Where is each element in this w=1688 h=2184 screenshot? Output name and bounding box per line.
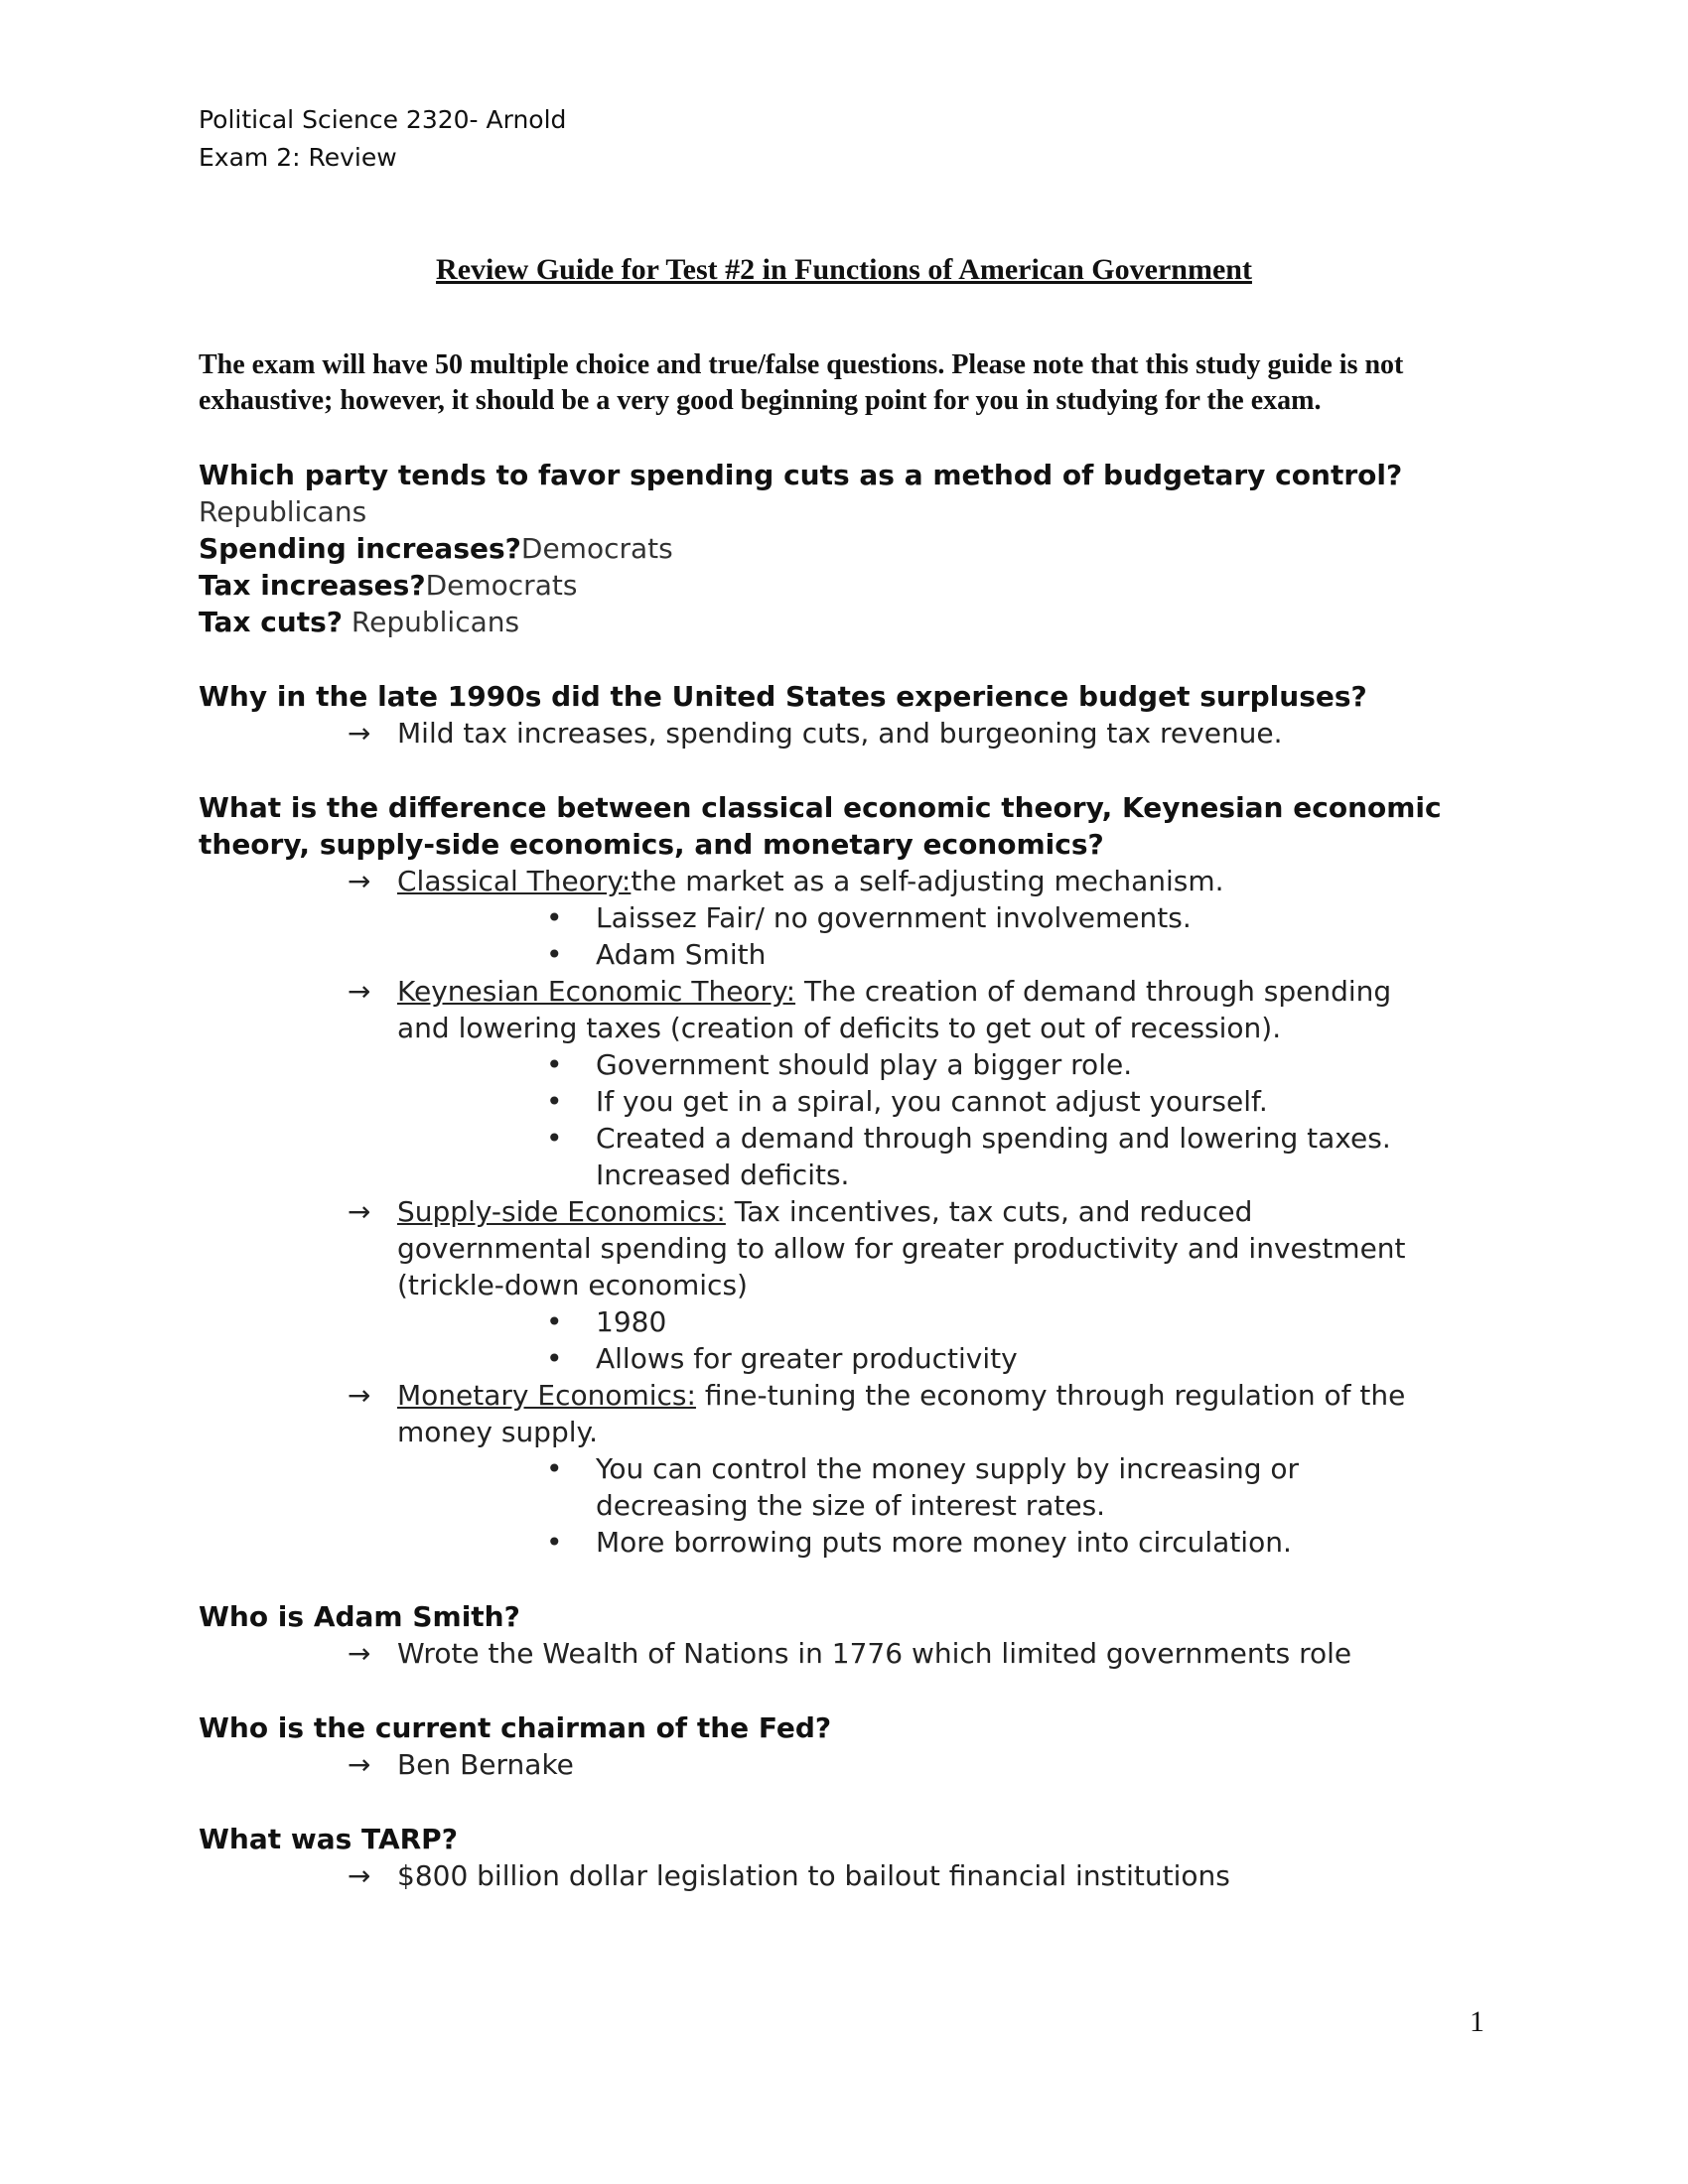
sub-q-answer: Democrats: [520, 532, 673, 565]
bullet-text: Adam Smith: [596, 938, 767, 971]
bullet-text: Allows for greater productivity: [596, 1342, 1018, 1375]
sub-q-answer: Republicans: [343, 606, 520, 638]
term-definition: the market as a self-adjusting mechanism.: [631, 865, 1224, 897]
sub-q-label: Tax cuts?: [199, 606, 344, 638]
classical-theory-definition: [397, 863, 1224, 899]
answer-budget-surpluses: Mild tax increases, spending cuts, and burgeoning tax revenue.: [397, 717, 1283, 750]
question-adam-smith: Who is Adam Smith?: [199, 1600, 520, 1633]
monetary-definition: [397, 1377, 1405, 1414]
bullet-icon: •: [546, 1342, 563, 1375]
arrow-icon: →: [348, 1637, 371, 1670]
page-title: Review Guide for Test #2 in Functions of American Government: [436, 253, 1252, 286]
answer-tarp: $800 billion dollar legislation to bailout financial institutions: [397, 1859, 1230, 1892]
bullet-icon: •: [546, 901, 563, 934]
keynesian-definition-cont: and lowering taxes (creation of deficits to get out of recession).: [397, 1012, 1282, 1044]
bullet-text: You can control the money supply by increasing or: [596, 1452, 1300, 1485]
bullet-icon: •: [546, 1452, 563, 1485]
bullet-icon: •: [546, 1085, 563, 1118]
arrow-icon: →: [348, 865, 371, 897]
answer-budget-party: Republicans: [199, 495, 367, 528]
sub-q-answer: Democrats: [425, 569, 578, 602]
question-budget-party: Which party tends to favor spending cuts as a method of budgetary control?: [199, 459, 1403, 491]
bullet-text-cont: decreasing the size of interest rates.: [596, 1489, 1106, 1522]
sub-question-tax-increases: [199, 567, 577, 604]
arrow-icon: →: [348, 717, 371, 750]
term-label: Keynesian Economic Theory:: [397, 975, 796, 1008]
intro-paragraph: The exam will have 50 multiple choice and true/false questions. Please note that this study guide is not exhaustive; however, it should be a very good beginning point for you in studying for the exam.: [199, 349, 1404, 416]
sub-question-spending-increases: [199, 530, 673, 567]
bullet-text: Government should play a bigger role.: [596, 1048, 1133, 1081]
question-economic-theories-line2: theory, supply-side economics, and monetary economics?: [199, 828, 1104, 861]
term-label: Classical Theory:: [397, 865, 632, 897]
question-tarp: What was TARP?: [199, 1823, 458, 1855]
supply-side-definition-cont: (trickle-down economics): [397, 1269, 748, 1301]
term-definition: The creation of demand through spending: [795, 975, 1392, 1008]
bullet-icon: •: [546, 1305, 563, 1338]
arrow-icon: →: [348, 1859, 371, 1892]
bullet-icon: •: [546, 1048, 563, 1081]
sub-q-label: Tax increases?: [199, 569, 426, 602]
sub-q-label: Spending increases?: [199, 532, 521, 565]
question-economic-theories-line1: What is the difference between classical economic theory, Keynesian economic: [199, 791, 1442, 824]
supply-side-definition-cont: governmental spending to allow for greater productivity and investment: [397, 1232, 1406, 1265]
supply-side-definition: [397, 1193, 1252, 1230]
sub-question-tax-cuts: [199, 604, 519, 640]
term-label: Monetary Economics:: [397, 1379, 696, 1412]
page-number: 1: [1470, 2005, 1484, 2038]
monetary-definition-cont: money supply.: [397, 1416, 598, 1448]
bullet-text: More borrowing puts more money into circulation.: [596, 1526, 1292, 1559]
answer-adam-smith: Wrote the Wealth of Nations in 1776 which limited governments role: [397, 1637, 1352, 1670]
bullet-text: 1980: [596, 1305, 667, 1338]
course-title: Political Science 2320- Arnold: [199, 105, 567, 134]
arrow-icon: →: [348, 1748, 371, 1781]
bullet-text: Laissez Fair/ no government involvements.: [596, 901, 1192, 934]
arrow-icon: →: [348, 1195, 371, 1228]
exam-title: Exam 2: Review: [199, 143, 397, 172]
bullet-icon: •: [546, 1526, 563, 1559]
question-budget-surpluses: Why in the late 1990s did the United States experience budget surpluses?: [199, 680, 1367, 713]
arrow-icon: →: [348, 1379, 371, 1412]
keynesian-theory-definition: [397, 973, 1391, 1010]
bullet-text: If you get in a spiral, you cannot adjust yourself.: [596, 1085, 1268, 1118]
bullet-icon: •: [546, 938, 563, 971]
term-label: Supply-side Economics:: [397, 1195, 726, 1228]
question-fed-chairman: Who is the current chairman of the Fed?: [199, 1711, 832, 1744]
arrow-icon: →: [348, 975, 371, 1008]
answer-fed-chairman: Ben Bernake: [397, 1748, 574, 1781]
term-definition: Tax incentives, tax cuts, and reduced: [725, 1195, 1253, 1228]
term-definition: fine-tuning the economy through regulation of the: [695, 1379, 1406, 1412]
bullet-icon: •: [546, 1122, 563, 1155]
bullet-text: Created a demand through spending and lowering taxes.: [596, 1122, 1391, 1155]
bullet-text-cont: Increased deficits.: [596, 1159, 850, 1191]
